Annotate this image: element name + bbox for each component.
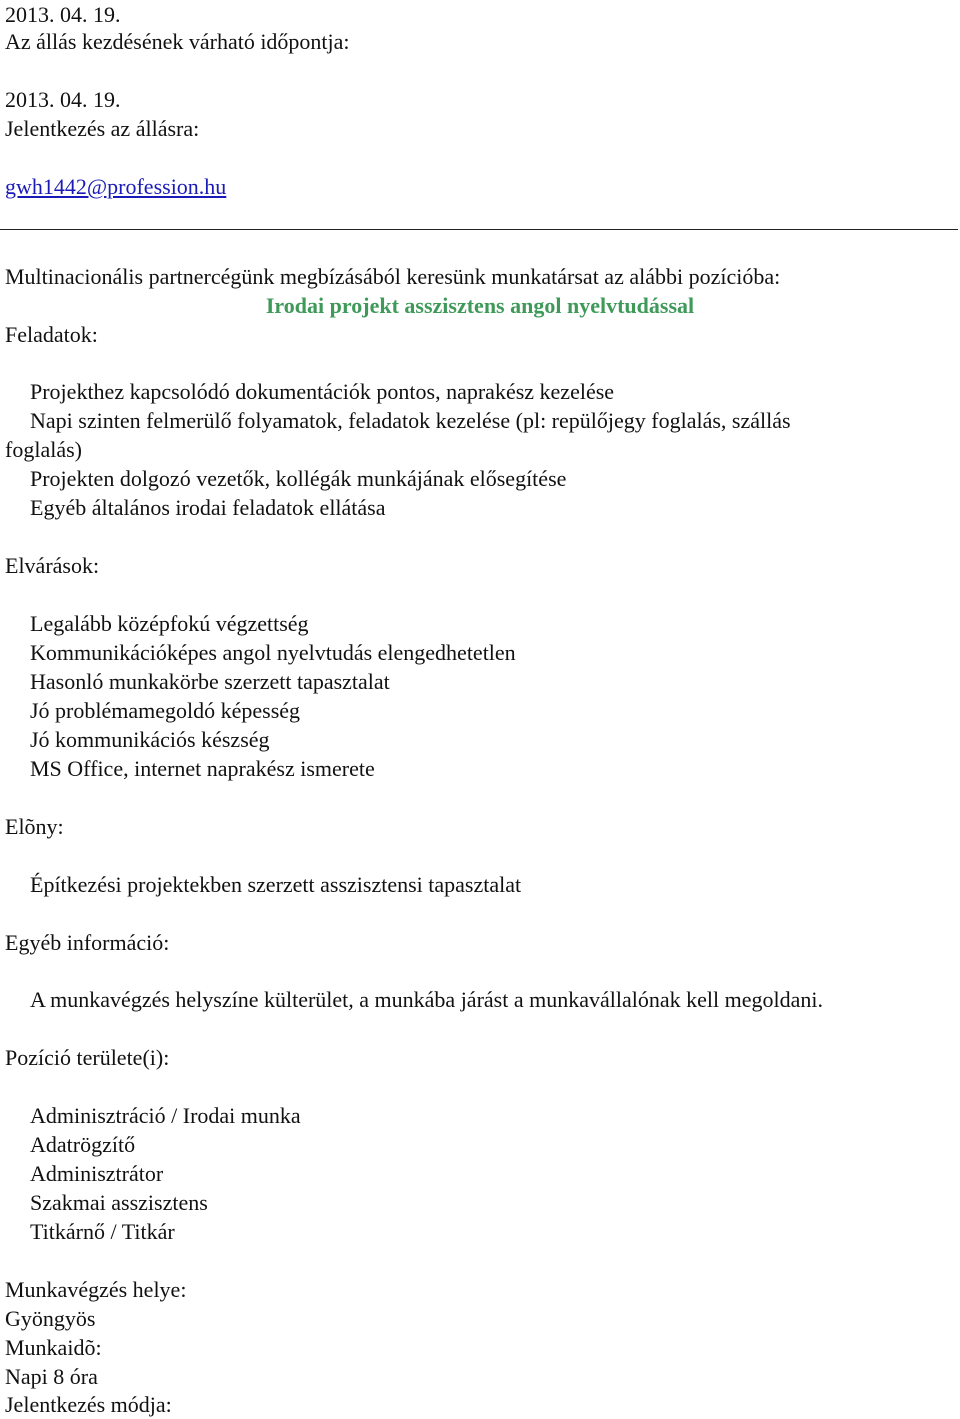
advantage-label: Elõny:: [5, 814, 64, 839]
list-item: Titkárnő / Titkár: [30, 1219, 175, 1244]
list-item: Projekthez kapcsolódó dokumentációk pontos, naprakész kezelése: [30, 379, 615, 404]
list-item: Egyéb általános irodai feladatok ellátása: [30, 495, 386, 520]
apply-email-link[interactable]: gwh1442@profession.hu: [5, 174, 227, 199]
working-hours: Napi 8 óra: [5, 1364, 98, 1389]
job-title: Irodai projekt asszisztens angol nyelvtudással: [265, 293, 695, 318]
list-item: Projekten dolgozó vezetők, kollégák munkájának elősegítése: [30, 466, 567, 491]
list-item: Kommunikációképes angol nyelvtudás elengedhetetlen: [30, 640, 516, 665]
list-item: A munkavégzés helyszíne külterület, a munkába járást a munkavállalónak kell megoldani.: [30, 987, 823, 1012]
list-item: Adatrögzítő: [30, 1132, 136, 1157]
section-divider: [0, 229, 958, 230]
work-place-label: Munkavégzés helye:: [5, 1277, 187, 1302]
list-item: Hasonló munkakörbe szerzett tapasztalat: [30, 669, 390, 694]
list-item: Szakmai asszisztens: [30, 1190, 208, 1215]
start-date-label: Az állás kezdésének várható időpontja:: [5, 29, 350, 54]
list-item: Legalább középfokú végzettség: [30, 611, 309, 636]
work-place: Gyöngyös: [5, 1306, 96, 1331]
start-date: 2013. 04. 19.: [5, 87, 121, 112]
list-item: Jó problémamegoldó képesség: [30, 698, 301, 723]
list-item: Napi szinten felmerülő folyamatok, feladatok kezelése (pl: repülőjegy foglalás, szállás: [30, 408, 791, 433]
intro-text: Multinacionális partnercégünk megbízásából keresünk munkatársat az alábbi pozícióba:: [5, 264, 781, 289]
areas-label: Pozíció területe(i):: [5, 1045, 170, 1070]
list-item: Adminisztrátor: [30, 1161, 164, 1186]
tasks-label: Feladatok:: [5, 322, 98, 347]
apply-method-label: Jelentkezés módja:: [5, 1392, 172, 1417]
list-item: Építkezési projektekben szerzett asszisztensi tapasztalat: [30, 872, 522, 897]
apply-label: Jelentkezés az állásra:: [5, 116, 200, 141]
publish-date: 2013. 04. 19.: [5, 2, 121, 27]
other-info-label: Egyéb információ:: [5, 930, 170, 955]
list-item: foglalás): [5, 437, 82, 462]
list-item: Jó kommunikációs készség: [30, 727, 270, 752]
working-hours-label: Munkaidõ:: [5, 1335, 102, 1360]
requirements-label: Elvárások:: [5, 553, 100, 578]
list-item: MS Office, internet naprakész ismerete: [30, 756, 375, 781]
list-item: Adminisztráció / Irodai munka: [30, 1103, 301, 1128]
